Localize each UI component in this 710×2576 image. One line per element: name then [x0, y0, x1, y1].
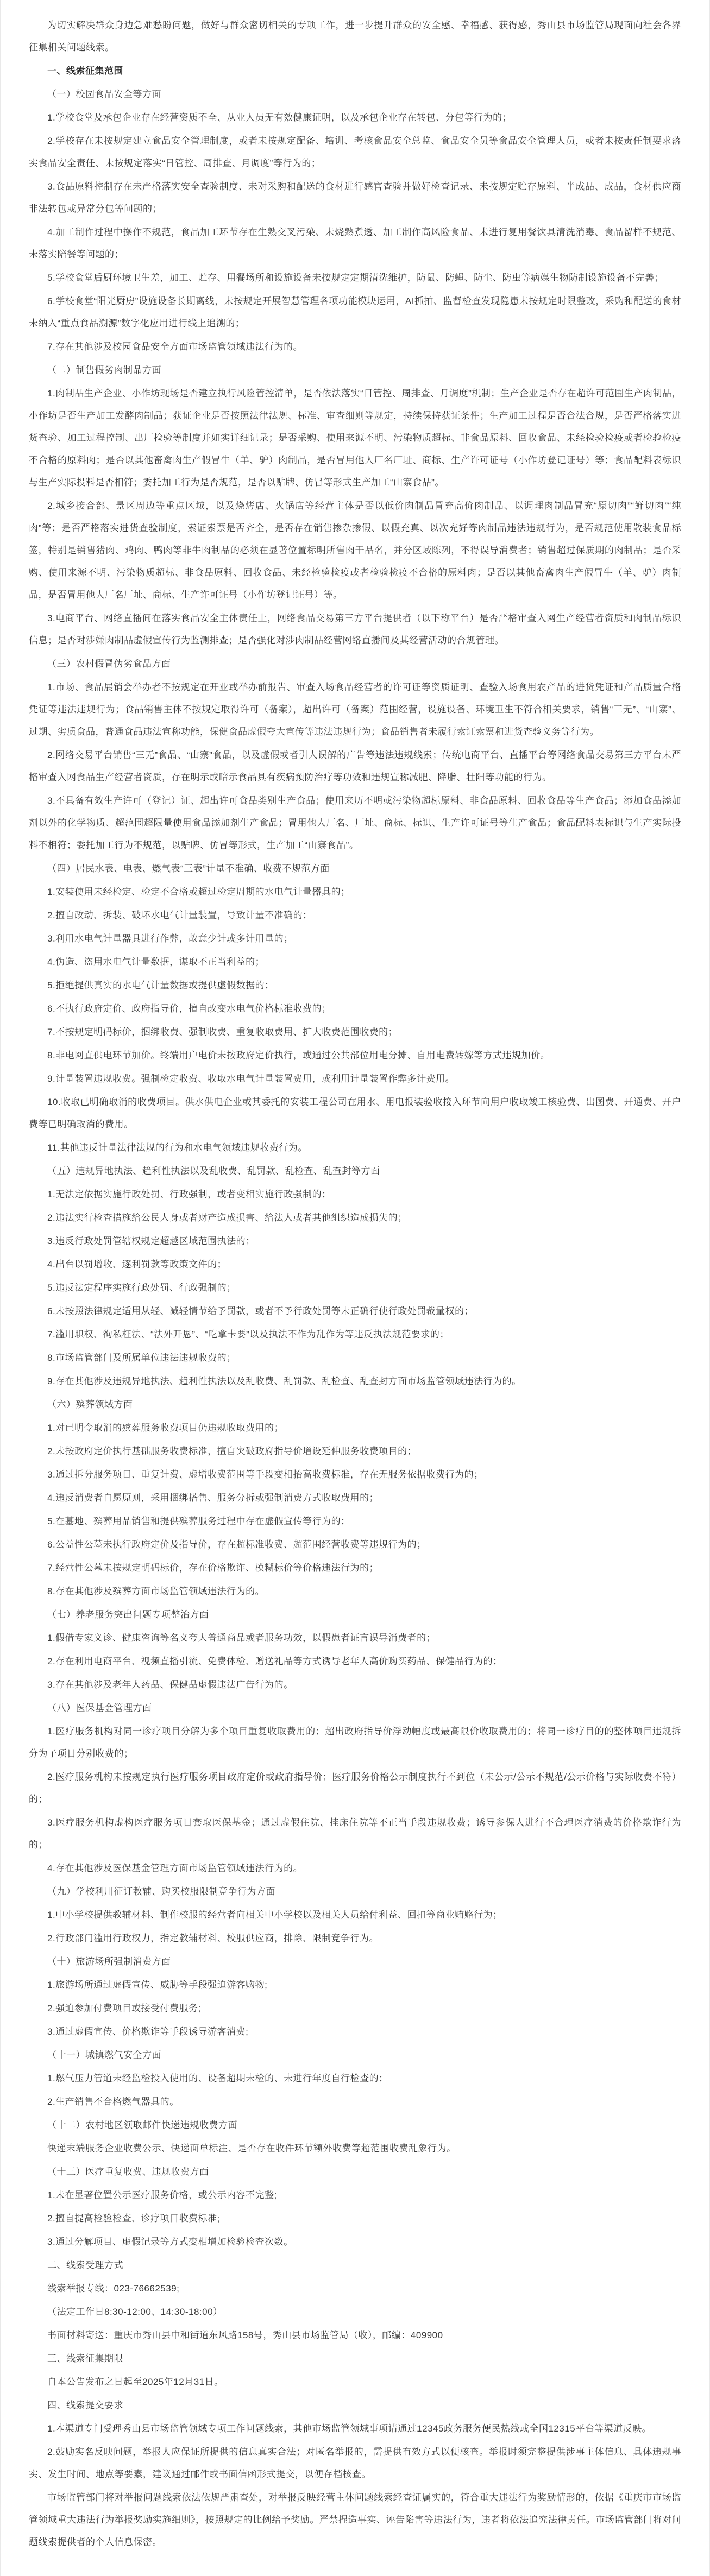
subsection-heading: （六）殡葬领域方面 — [47, 1399, 133, 1410]
clause-item: 1.旅游场所通过虚假宣传、威胁等手段强迫游客购物; — [47, 1980, 268, 1990]
clause-item: 3.不具备有效生产许可（登记）证、超出许可食品类别生产食品；使用来历不明或污染物超标原料、非食品原料、回收食品等生产食品；添加食品添加剂以外的化学物质、超范围超限量使用食品添加剂生产食品；冒用他人厂名、厂址、商标、标识、生产许可证号等生产食品；食品配料表标识与生产实际投料不相符；委托加工行为不规范，以贴牌、仿冒等形式，生产加工“山寨食品”。 — [29, 795, 681, 850]
clause-item: 5.违反法定程序实施行政处罚、行政强制的； — [47, 1283, 236, 1293]
subsection-heading: （五）违规异地执法、趋利性执法以及乱收费、乱罚款、乱检查、乱查封等方面 — [47, 1166, 380, 1176]
clause-item: 9.存在其他涉及违规异地执法、趋利性执法以及乱收费、乱罚款、乱检查、乱查封方面市场监管领域违法行为的。 — [47, 1376, 521, 1386]
subsection-heading: （三）农村假冒伪劣食品方面 — [47, 659, 171, 669]
clause-item: 2.鼓励实名反映问题，举报人应保证所提供的信息真实合法；对匿名举报的，需提供有效方式以便核查。举报时须完整提供涉事主体信息、具体违规事实、发生时间、地点等要素，建议通过邮件或书面信函形式提交，以便存档核查。 — [29, 2447, 681, 2479]
subsection-heading: （八）医保基金管理方面 — [47, 1703, 152, 1713]
section-heading-4: 四、线索提交要求 — [47, 2400, 123, 2410]
clause-item: 2.擅自提高检验检查、诊疗项目收费标准; — [47, 2213, 220, 2224]
section-heading-3: 三、线索征集期限 — [47, 2353, 123, 2364]
clause-item: 3.电商平台、网络直播间在落实食品安全主体责任上，网络食品交易第三方平台提供者（以下称平台）是否严格审查入网生产经营者资质和肉制品标识信息；是否对涉嫌肉制品虚假宣传行为监测排查；是否强化对涉肉制品经营网络直播间及其经营活动的合规管理。 — [29, 613, 681, 646]
subsection-heading: （七）养老服务突出问题专项整治方面 — [47, 1609, 209, 1620]
clause-item: 5.学校食堂后厨环境卫生差，加工、贮存、用餐场所和设施设备未按规定定期清洗维护，防鼠、防蝇、防尘、防虫等病媒生物防制设施设备不完善； — [47, 273, 664, 283]
clause-item: 7.滥用职权、徇私枉法、“法外开恩”、“吃拿卡要”以及执法不作为乱作为等违反执法规范要求的； — [47, 1329, 449, 1340]
mailing-address: 书面材料寄送：重庆市秀山县中和街道东风路158号，秀山县市场监管局（收），邮编：409900 — [47, 2330, 443, 2340]
hotline-number: 线索举报专线：023-76662539; — [47, 2283, 180, 2294]
clause-item: 3.医疗服务机构虚构医疗服务项目套取医保基金；通过虚假住院、挂床住院等不正当手段违规收费；诱导参保人进行不合理医疗消费的价格欺诈行为的； — [29, 1817, 681, 1850]
section-heading-1: 一、线索征集范围 — [47, 66, 123, 76]
clause-item: 4.存在其他涉及医保基金管理方面市场监管领域违法行为的。 — [47, 1863, 303, 1873]
clause-item: 5.在墓地、殡葬用品销售和提供殡葬服务过程中存在虚假宣传等行为的； — [47, 1516, 350, 1526]
clause-item: 1.本渠道专门受理秀山县市场监管领域专项工作问题线索，其他市场监管领域事项请通过12345政务服务便民热线或全国12315平台等渠道反映。 — [47, 2423, 652, 2434]
closing-paragraph: 市场监管部门将对举报问题线索依法依规严肃查处，对举报反映经营主体问题线索经查证属实的，符合重大违法行为奖励情形的，依据《重庆市市场监管领域重大违法行为举报奖励实施细则》，按照规定的比例给予奖励。严禁捏造事实、诬告陷害等违法行为，违者将依法追究法律责任。市场监管部门将对问题线索提供者的个人信息保密。 — [29, 2492, 681, 2547]
clause-item: 4.伪造、盗用水电气计量数据，谋取不正当利益的； — [47, 957, 265, 967]
clause-item: 2.网络交易平台销售“三无”食品、“山寨”食品，以及虚假或者引人误解的广告等违法违规线索；传统电商平台、直播平台等网络食品交易第三方平台未严格审查入网食品生产经营者资质，存在明示或暗示食品具有疾病预防治疗等功效和违规宣称减肥、降脂、壮阳等功能的行为。 — [29, 750, 681, 782]
clause-item: 6.公益性公墓未执行政府定价及指导价，存在超标准收费、超范围经营收费等违规行为的； — [47, 1539, 426, 1550]
clause-item: 10.收取已明确取消的收费项目。供水供电企业或其委托的安装工程公司在用水、用电报装验收接入环节向用户收取竣工核验费、出图费、开通费、开户费等已明确取消的费用。 — [29, 1097, 681, 1129]
clause-item: 7.经营性公墓未按规定明码标价，存在价格欺诈、模糊标价等价格违法行为的； — [47, 1563, 379, 1573]
clause-item: 6.学校食堂“阳光厨房”设施设备长期离线，未按规定开展智慧管理各项功能模块运用，AI抓拍、监督检查发现隐患未按规定时限整改，采购和配送的食材未纳入“重点食品溯源”数字化应用进行线上追溯的； — [29, 296, 681, 329]
subsection-heading: （十三）医疗重复收费、违规收费方面 — [47, 2167, 209, 2177]
clause-item: 4.出台以罚增收、逐利罚款等政策文件的； — [47, 1259, 227, 1270]
clause-item: 1.假借专家义诊、健康咨询等名义夸大普通商品或者服务功效，以假患者证言误导消费者的； — [47, 1633, 436, 1643]
clause-item: 2.行政部门滥用行政权力，指定教辅材料、校服供应商，排除、限制竞争行为。 — [47, 1933, 379, 1943]
clause-item: 1.对已明令取消的殡葬服务收费项目仍违规收取费用的； — [47, 1423, 284, 1433]
clause-item: 3.通过拆分服务项目、重复计费、虚增收费范围等手段变相抬高收费标准，存在无服务依据收费行为的； — [47, 1469, 483, 1480]
subsection-heading: （四）居民水表、电表、燃气表“三表”计量不准确、收费不规范方面 — [47, 863, 330, 874]
clause-item: 8.存在其他涉及殡葬方面市场监管领域违法行为的。 — [47, 1586, 265, 1596]
clause-item: 2.城乡接合部、景区周边等重点区域，以及烧烤店、火锅店等经营主体是否以低价肉制品冒充高价肉制品、以调理肉制品冒充“原切肉”“鲜切肉”“纯肉”等；是否严格落实进货查验制度，索证索票是否齐全，是否存在销售掺杂掺假、以假充真、以次充好等肉制品违法违规行为，是否规范使用散装食品标签，特别是销售猪肉、鸡肉、鸭肉等非牛肉制品的必须在显著位置标明所售肉干品名，并分区域陈列，不得误导消费者；销售超过保质期的肉制品；是否采购、使用来源不明、污染物质超标、非食品原料、回收食品、未经检验检疫或者检验检疫不合格的原料肉；是否以其他畜禽肉生产假冒牛（羊、驴）肉制品，是否冒用他人厂名厂址、商标、生产许可证号（小作坊登记证号）等。 — [29, 501, 681, 600]
clause-item: 1.市场、食品展销会举办者不按规定在开业或举办前报告、审查入场食品经营者的许可证等资质证明、查验入场食用农产品的进货凭证和产品质量合格凭证等违法违规行为；食品销售主体不按规定取得许可（备案），超出许可（备案）范围经营，设施设备、环境卫生不符合相关要求，销售“三无”、“山寨”、过期、劣质食品，普通食品违法宣称功能，保健食品虚假夸大宣传等违法违规行为；食品销售者未履行索证索票和进货查验义务等行为。 — [29, 682, 681, 737]
hotline-hours: （法定工作日8:30-12:00、14:30-18:00） — [47, 2307, 223, 2317]
subsection-heading: （一）校园食品安全等方面 — [47, 89, 161, 99]
section-heading-2: 二、线索受理方式 — [47, 2260, 123, 2270]
clause-item: 3.违反行政处罚管辖权规定超越区域范围执法的； — [47, 1236, 255, 1246]
intro-paragraph: 为切实解决群众身边急难愁盼问题，做好与群众密切相关的专项工作，进一步提升群众的安全感、幸福感、获得感，秀山县市场监管局现面向社会各界征集相关问题线索。 — [29, 20, 681, 53]
clause-item: 1.燃气压力管道未经监检投入使用的、设备超期未检的、未进行年度自行检查的； — [47, 2073, 388, 2083]
clause-item: 2.擅自改动、拆装、破坏水电气计量装置，导致计量不准确的； — [47, 910, 312, 920]
clause-item: 1.肉制品生产企业、小作坊现场是否建立执行风险管控清单，是否依法落实“日管控、周排查、月调度”机制；生产企业是否存在超许可范围生产肉制品，小作坊是否生产加工发酵肉制品；获证企业是否按照法律法规、标准、审查细则等规定，持续保持获证条件；生产加工过程是否合法合规，是否严格落实进货查验、加工过程控制、出厂检验等制度并如实详细记录；是否采购、使用来源不明、污染物质超标、非食品原料、回收食品、未经检验检疫或者检验检疫不合格的原料肉；是否以其他畜禽肉生产假冒牛（羊、驴）肉制品，是否冒用他人厂名厂址、商标、生产许可证号（小作坊登记证号）等；食品配料表标识与生产实际投料是否相符；委托加工行为是否规范，是否以贴牌、仿冒等形式生产加工“山寨食品”。 — [29, 388, 681, 488]
clause-item: 6.未按照法律规定适用从轻、减轻情节给予罚款，或者不予行政处罚等未正确行使行政处罚裁量权的； — [47, 1306, 474, 1316]
clause-item: 7.不按规定明码标价，捆绑收费、强制收费、重复收取费用、扩大收费范围收费的； — [47, 1027, 398, 1037]
clause-item: 9.计量装置违规收费。强制检定收费、收取水电气计量装置费用，或利用计量装置作弊多计费用。 — [47, 1074, 455, 1084]
clause-item: 1.未在显著位置公示医疗服务价格，或公示内容不完整; — [47, 2190, 277, 2200]
deadline: 自本公告发布之日起至2025年12月31日。 — [47, 2377, 224, 2387]
clause-item: 2.存在利用电商平台、视频直播引流、免费体检、赠送礼品等方式诱导老年人高价购买药品、保健品行为的； — [47, 1656, 502, 1666]
clause-item: 5.拒绝提供真实的水电气计量数据或提供虚假数据的； — [47, 980, 274, 990]
clause-item: 1.安装使用未经检定、检定不合格或超过检定周期的水电气计量器具的； — [47, 887, 350, 897]
clause-item: 2.未按政府定价执行基础服务收费标准，擅自突破政府指导价增设延伸服务收费项目的； — [47, 1446, 417, 1456]
clause-item: 2.生产销售不合格燃气器具的。 — [47, 2097, 179, 2107]
clause-item: 2.医疗服务机构未按规定执行医疗服务项目政府定价或政府指导价；医疗服务价格公示制度执行不到位（未公示/公示不规范/公示价格与实际收费不符）的； — [29, 1772, 681, 1804]
clause-item: 快递末端服务企业收费公示、快递面单标注、是否存在收件环节额外收费等超范围收费乱象行为。 — [47, 2143, 456, 2154]
clause-item: 7.存在其他涉及校园食品安全方面市场监管领域违法行为的。 — [47, 342, 303, 352]
paragraph-container — [29, 14, 681, 2553]
subsection-heading: （十）旅游场所强制消费方面 — [47, 1956, 171, 1967]
clause-item: 11.其他违反计量法律法规的行为和水电气领域违规收费行为。 — [47, 1142, 307, 1153]
clause-item: 3.食品原料控制存在未严格落实安全查验制度、未对采购和配送的食材进行感官查验并做好检查记录、未按规定贮存原料、半成品、成品，食材供应商非法转包或异常分包等问题的； — [29, 181, 681, 214]
clause-item: 1.学校食堂及承包企业存在经营资质不全、从业人员无有效健康证明，以及承包企业存在转包、分包等行为的； — [47, 112, 512, 123]
clause-item: 2.违法实行检查措施给公民人身或者财产造成损害、给法人或者其他组织造成损失的； — [47, 1213, 407, 1223]
clause-item: 3.利用水电气计量器具进行作弊，故意少计或多计用量的； — [47, 933, 293, 944]
subsection-heading: （十一）城镇燃气安全方面 — [47, 2050, 161, 2060]
clause-item: 8.非电网直供电环节加价。终端用户电价未按政府定价执行，或通过公共部位用电分摊、自用电费转嫁等方式违规加价。 — [47, 1050, 550, 1060]
clause-item: 4.加工制作过程中操作不规范，食品加工环节存在生熟交叉污染、未烧熟煮透、加工制作高风险食品、未进行复用餐饮具清洗消毒、食品留样不规范、未落实陪餐等问题的； — [29, 227, 681, 260]
subsection-heading: （九）学校利用征订教辅、购买校服限制竞争行为方面 — [47, 1886, 275, 1897]
clause-item: 8.市场监管部门及所属单位违法违规收费的； — [47, 1353, 236, 1363]
clause-item: 2.强迫参加付费项目或接受付费服务; — [47, 2003, 201, 2013]
clause-item: 1.无法定依据实施行政处罚、行政强制，或者变相实施行政强制的； — [47, 1189, 331, 1199]
clause-item: 2.学校存在未按规定建立食品安全管理制度，或者未按规定配备、培训、考核食品安全总监、食品安全员等食品安全管理人员，或者未按责任制要求落实食品安全责任、未按规定落实“日管控、周排查、月调度”等行为的； — [29, 136, 681, 168]
clause-item: 1.医疗服务机构对同一诊疗项目分解为多个项目重复收取费用的；超出政府指导价浮动幅度或最高限价收取费用的；将同一诊疗目的的整体项目违规拆分为子项目分别收费的； — [29, 1726, 681, 1759]
subsection-heading: （十二）农村地区领取邮件快递违规收费方面 — [47, 2120, 237, 2130]
clause-item: 3.通过虚假宣传、价格欺诈等手段诱导游客消费; — [47, 2026, 249, 2037]
clause-item: 6.不执行政府定价、政府指导价，擅自改变水电气价格标准收费的； — [47, 1003, 331, 1014]
clause-item: 4.违反消费者自愿原则，采用捆绑搭售、服务分拆或强制消费方式收取费用的； — [47, 1493, 379, 1503]
clause-item: 1.中小学校提供教辅材料、制作校服的经营者向相关中小学校以及相关人员给付利益、回扣等商业贿赂行为； — [47, 1910, 502, 1920]
clause-item: 3.通过分解项目、虚假记录等方式变相增加检验检查次数。 — [47, 2237, 293, 2247]
clause-item: 3.存在其他涉及老年人药品、保健品虚假违法广告行为的。 — [47, 1680, 293, 1690]
subsection-heading: （二）制售假劣肉制品方面 — [47, 365, 161, 375]
